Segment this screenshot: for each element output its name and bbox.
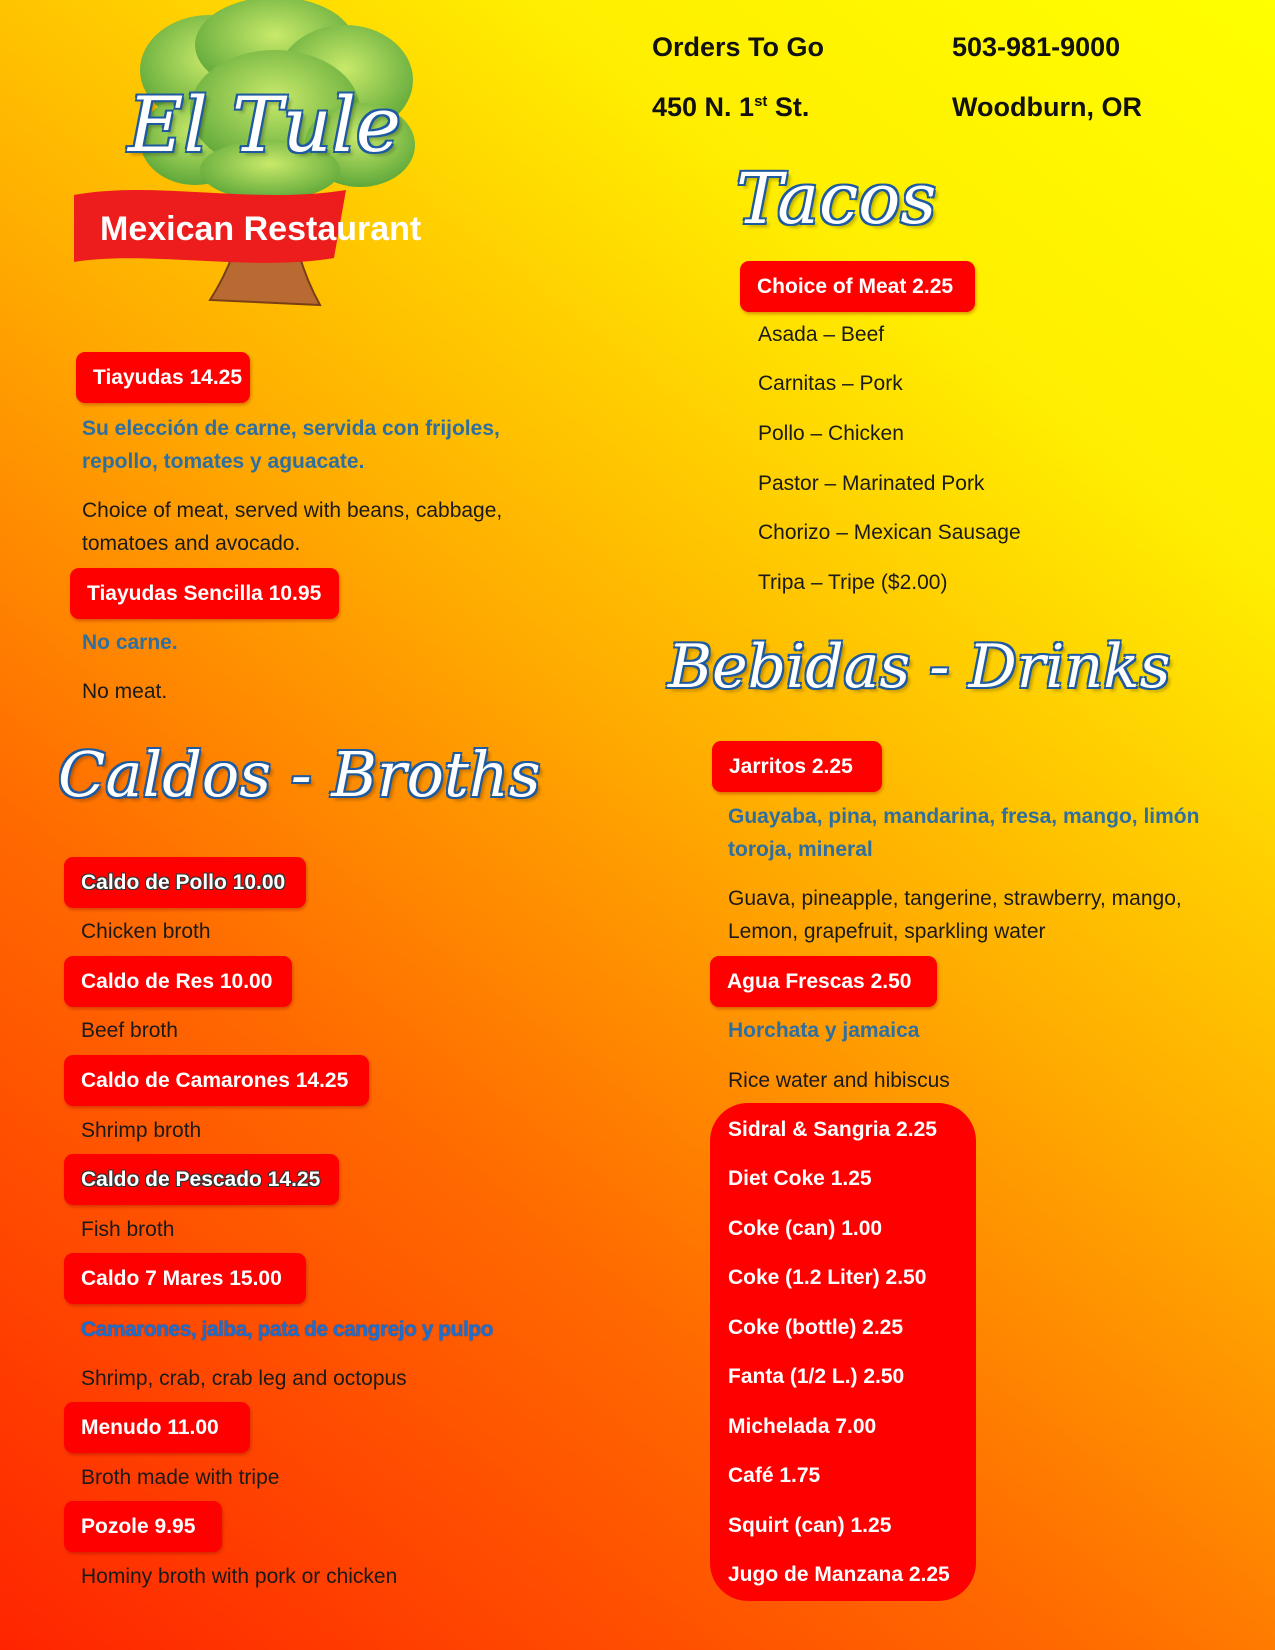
tiayudas-sencilla-es: No carne. [82,631,178,654]
caldo-pollo-en: Chicken broth [81,920,211,943]
drink-item: Diet Coke 1.25 [728,1167,872,1190]
caldo-res-en: Beef broth [81,1019,178,1042]
drink-item: Squirt (can) 1.25 [728,1514,892,1537]
restaurant-name: El Tule [128,80,401,169]
caldo-camarones-title: Caldo de Camarones 14.25 [64,1055,369,1106]
caldo-7-mares-es: Camarones, jalba, pata de cangrejo y pulpo [81,1318,493,1341]
taco-item: Carnitas – Pork [758,372,903,395]
orders-to-go: Orders To Go [652,32,825,62]
menudo-title: Menudo 11.00 [64,1402,250,1453]
tiayudas-title: Tiayudas 14.25 [76,352,250,403]
jarritos-es: Guayaba, pina, mandarina, fresa, mango, limón toroja, mineral [728,805,1200,861]
tiayudas-es: Su elección de carne, servida con frijoles, repollo, tomates y aguacate. [82,417,500,473]
tiayudas-sencilla-en: No meat. [82,680,168,703]
city: Woodburn, OR [952,92,1142,122]
drink-item: Coke (1.2 Liter) 2.50 [728,1266,927,1289]
jarritos-title: Jarritos 2.25 [712,741,882,792]
street-address: 450 N. 1st St. [652,92,810,122]
jarritos-en: Guava, pineapple, tangerine, strawberry, mango, Lemon, grapefruit, sparkling water [728,887,1182,943]
tiayudas-sencilla-title: Tiayudas Sencilla 10.95 [70,568,339,619]
tacos-heading: Tacos [736,158,937,240]
caldo-camarones-en: Shrimp broth [81,1119,202,1142]
tacos-price: Choice of Meat 2.25 [740,261,975,312]
tiayudas-en: Choice of meat, served with beans, cabbage, tomatoes and avocado. [82,499,503,555]
menudo-en: Broth made with tripe [81,1466,280,1489]
taco-item: Pastor – Marinated Pork [758,472,985,495]
drink-item: Michelada 7.00 [728,1415,877,1438]
drinks-heading: Bebidas - Drinks [668,632,1171,702]
caldo-pollo-title: Caldo de Pollo 10.00 [64,857,306,908]
drink-item: Coke (bottle) 2.25 [728,1316,904,1339]
pozole-en: Hominy broth with pork or chicken [81,1565,398,1588]
drink-item: Jugo de Manzana 2.25 [728,1563,950,1586]
taco-item: Tripa – Tripe ($2.00) [758,571,948,594]
caldo-pescado-title: Caldo de Pescado 14.25 [64,1154,339,1205]
drink-item: Sidral & Sangria 2.25 [728,1118,937,1141]
phone-number[interactable]: 503-981-9000 [952,32,1121,62]
restaurant-banner: Mexican Restaurant [100,210,422,248]
aguas-es: Horchata y jamaica [728,1019,920,1042]
caldos-heading: Caldos - Broths [58,738,541,811]
caldo-pescado-en: Fish broth [81,1218,175,1241]
drink-item: Fanta (1/2 L.) 2.50 [728,1365,905,1388]
taco-item: Asada – Beef [758,323,885,346]
caldo-7-mares-en: Shrimp, crab, crab leg and octopus [81,1367,407,1390]
logo [70,0,480,320]
aguas-title: Agua Frescas 2.50 [710,956,937,1007]
taco-item: Chorizo – Mexican Sausage [758,521,1021,544]
caldo-7-mares-title: Caldo 7 Mares 15.00 [64,1253,306,1304]
drink-item: Café 1.75 [728,1464,821,1487]
aguas-en: Rice water and hibiscus [728,1069,950,1092]
taco-item: Pollo – Chicken [758,422,904,445]
caldo-res-title: Caldo de Res 10.00 [64,956,292,1007]
pozole-title: Pozole 9.95 [64,1501,222,1552]
drink-item: Coke (can) 1.00 [728,1217,883,1240]
